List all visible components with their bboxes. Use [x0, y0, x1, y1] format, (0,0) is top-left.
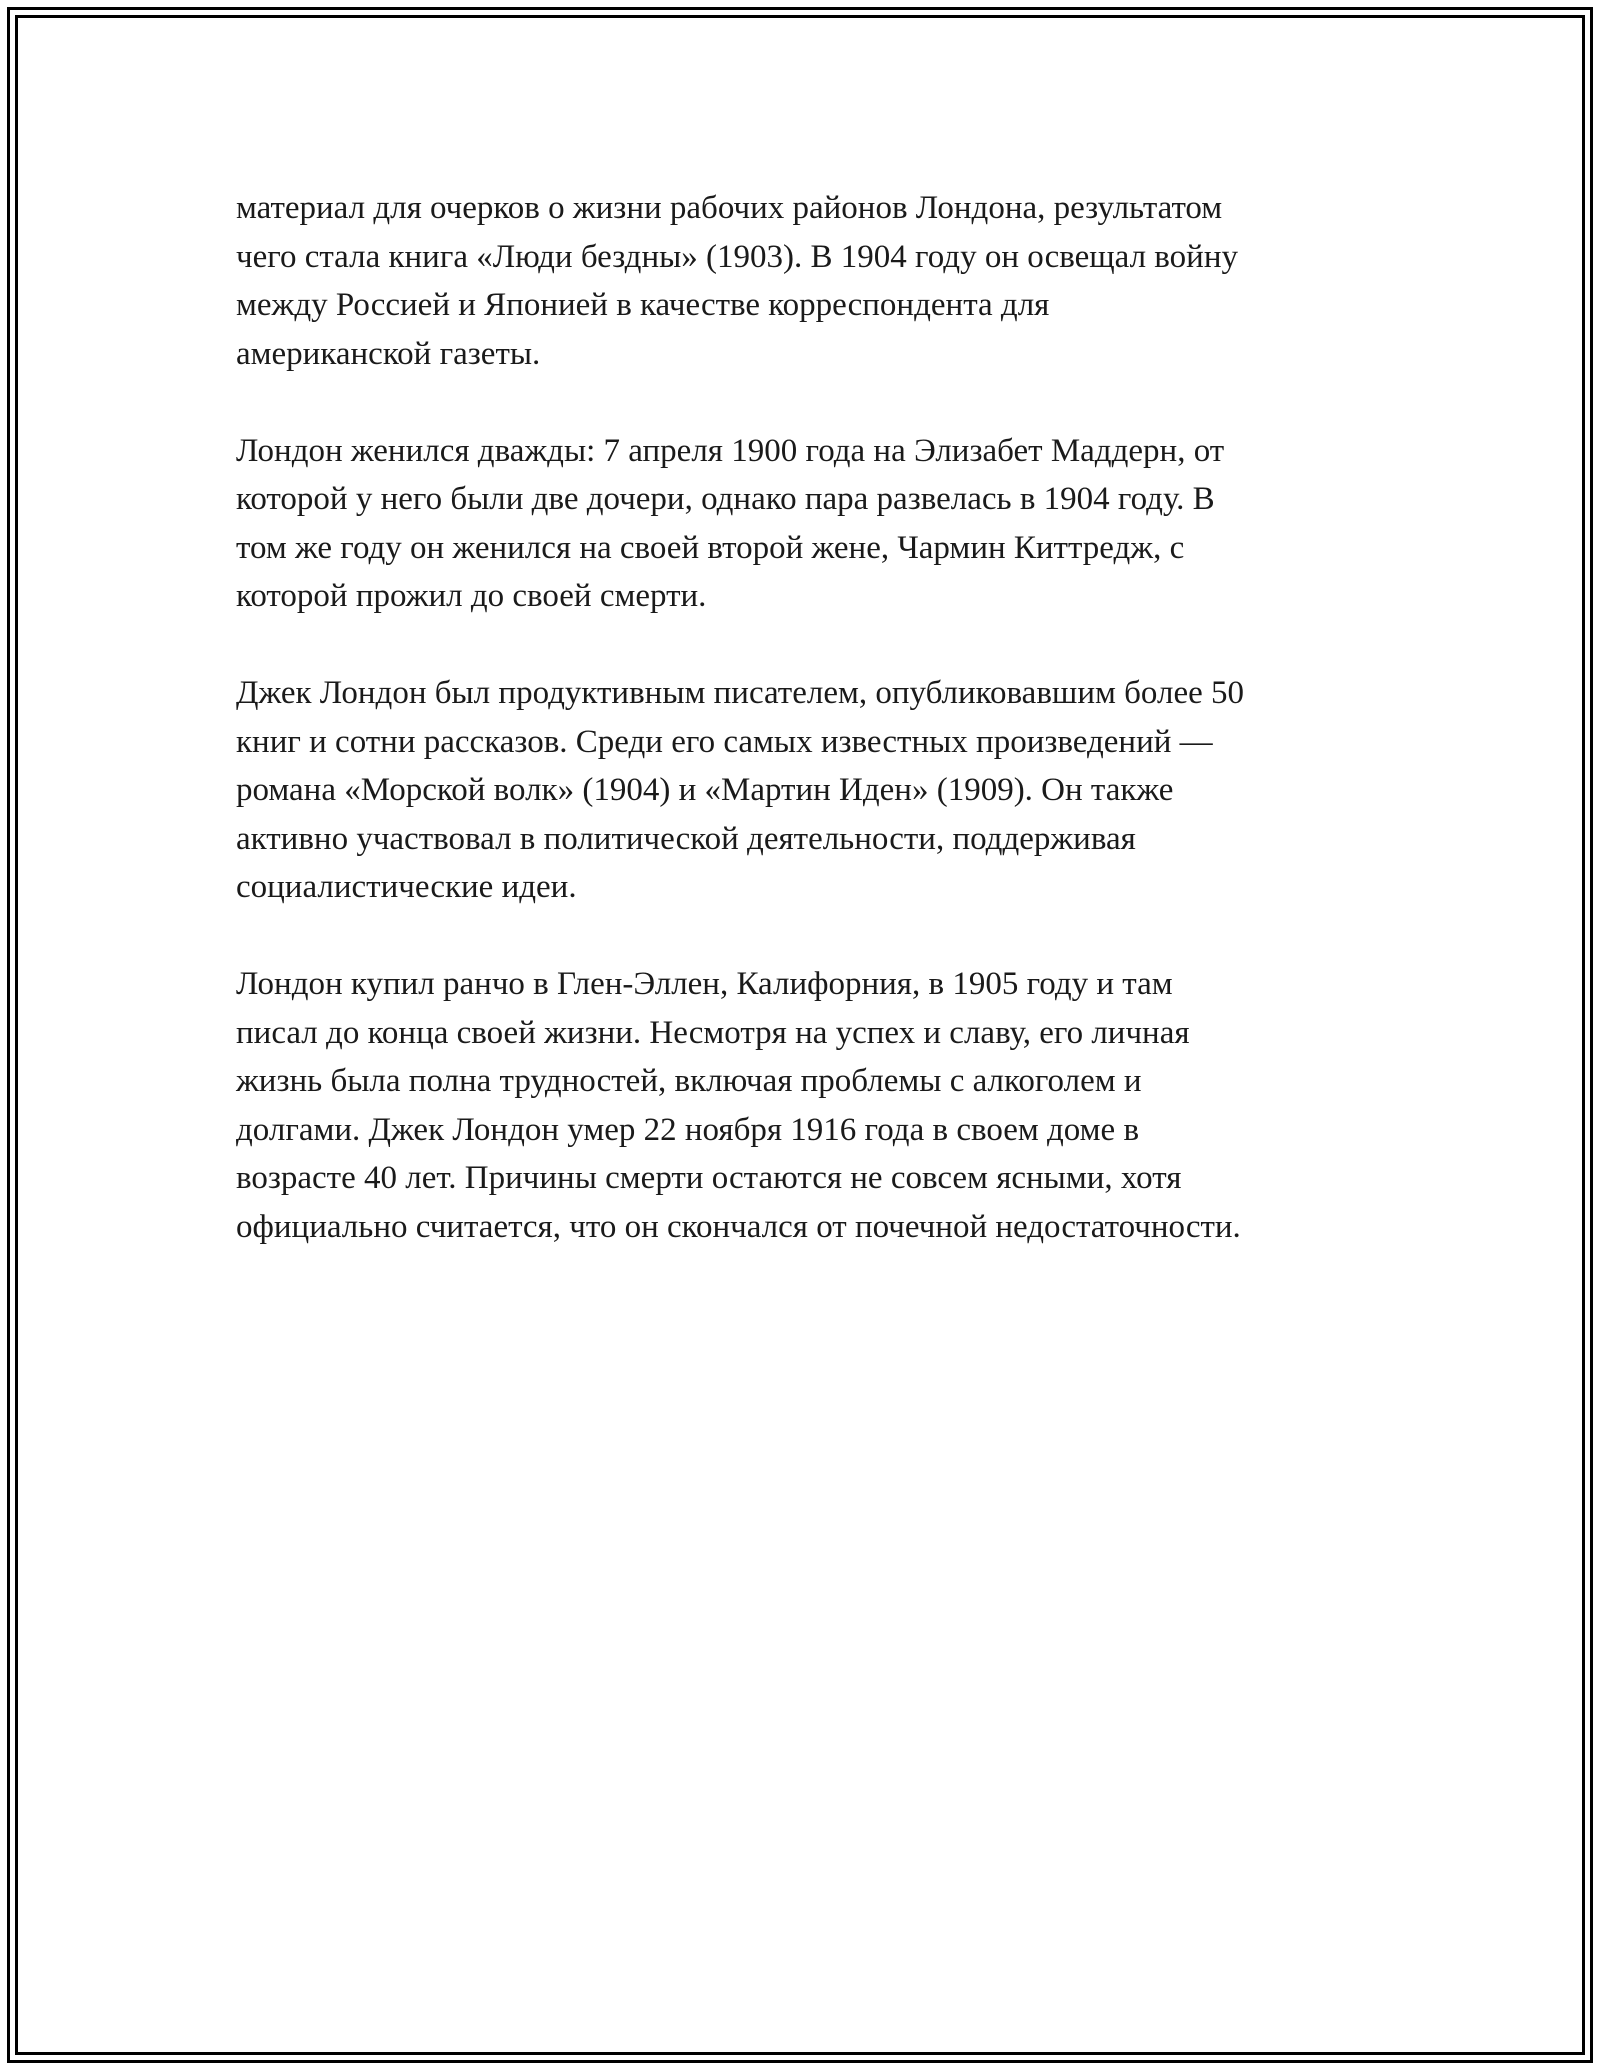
paragraph-3: Джек Лондон был продуктивным писателем, опубликовавшим более 50 книг и сотни рассказов. Среди его самых известных произведений — романа «Морской волк» (1904) и «Мартин Иден» (1909). Он также активно участвовал в политической деятельности, поддерживая социалистические идеи. — [236, 675, 1244, 905]
paragraph-1: материал для очерков о жизни рабочих районов Лондона, результатом чего стала книга «Люди бездны» (1903). В 1904 году он освещал войну между Россией и Японией в качестве корреспондента для американской газеты. — [236, 190, 1238, 372]
document-body — [236, 184, 1386, 1300]
paragraph-2: Лондон женился дважды: 7 апреля 1900 года на Элизабет Маддерн, от которой у него были две дочери, однако пара развелась в 1904 году. В том же году он женился на своей второй жене, Чармин Киттредж, с которой прожил до своей смерти. — [236, 432, 1225, 614]
paragraph-4: Лондон купил ранчо в Глен-Эллен, Калифорния, в 1905 году и там писал до конца своей жизни. Несмотря на успех и славу, его личная жизнь была полна трудностей, включая проблемы с алкоголем и долгами. Джек Лондон умер 22 ноября 1916 года в своем доме в возрасте 40 лет. Причины смерти остаются не совсем ясными, хотя официально считается, что он скончался от почечной недостаточности. — [236, 966, 1241, 1245]
